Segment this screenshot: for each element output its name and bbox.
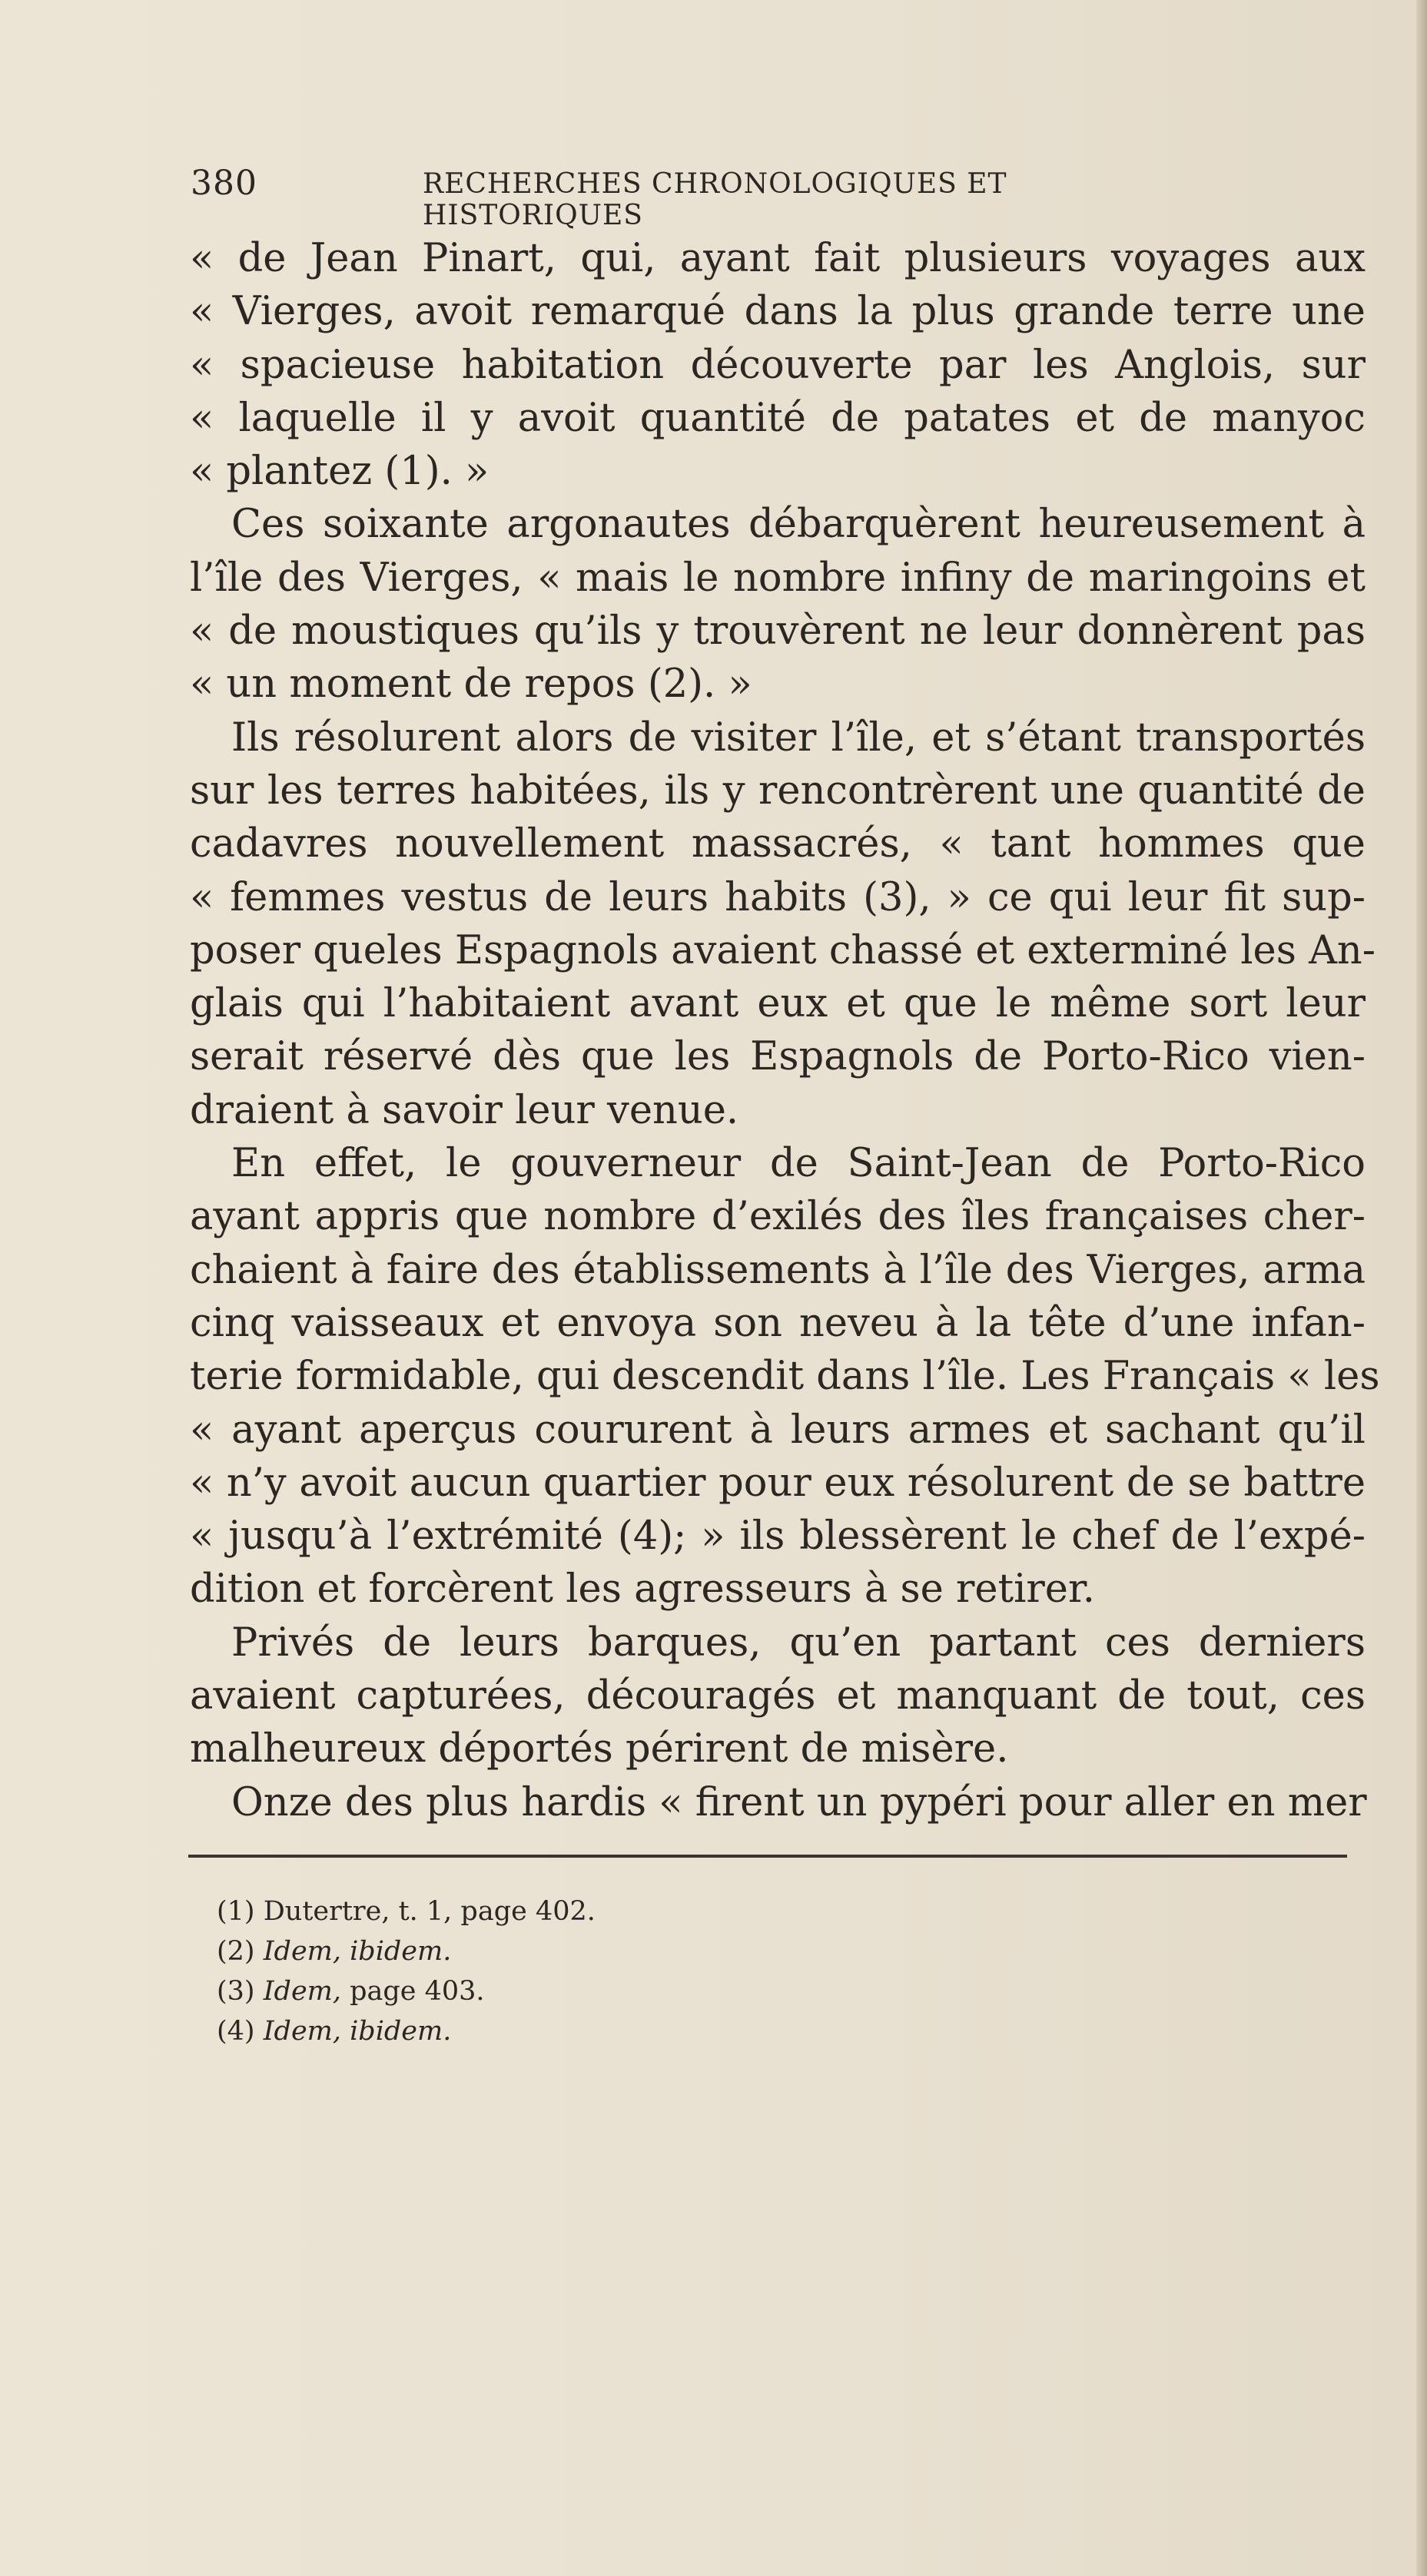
text-line: Onze des plus hardis « firent un pypéri pour aller en mer [231,1779,1367,1825]
text-line: poser queles Espagnols avaient chassé et exterminé les An- [190,927,1376,973]
text-line: « un moment de repos (2). » [190,661,752,708]
text-line: draient à savoir leur venue. [190,1087,739,1133]
text-line: avaient capturées, découragés et manquant de tout, ces [190,1673,1366,1719]
text-line: « n’y avoit aucun quartier pour eux résolurent de se battre [190,1460,1366,1506]
footnote-rule [188,1855,1347,1858]
text-line: l’île des Vierges, « mais le nombre infiny de maringoins et [190,555,1366,601]
text-line: glais qui l’habitaient avant eux et que le même sort leur [190,981,1366,1027]
footnote [217,1891,908,1931]
text-line: cadavres nouvellement massacrés, « tant hommes que [190,821,1366,867]
text-line: En effet, le gouverneur de Saint-Jean de Porto-Rico [231,1141,1366,1187]
page-number: 380 [191,164,257,203]
footnote-source: Dutertre, t. 1, page 402. [263,1896,596,1927]
page-edge [1416,0,1427,2576]
text-line: « femmes vestus de leurs habits (3), » ce qui leur fit sup- [190,874,1366,920]
text-line: Ces soixante argonautes débarquèrent heureusement à [231,502,1366,548]
text-line: cinq vaisseaux et envoya son neveu à la tête d’une infan- [190,1300,1366,1346]
footnote-number: (2) [217,1936,255,1967]
footnote [217,2011,908,2051]
text-line: ayant appris que nombre d’exilés des îles françaises cher- [190,1194,1366,1240]
text-line: serait réservé dès que les Espagnols de Porto-Rico vien- [190,1034,1366,1080]
text-line: « de moustiques qu’ils y trouvèrent ne leur donnèrent pas [190,608,1366,655]
text-line: « Vierges, avoit remarqué dans la plus grande terre une [190,289,1366,335]
text-line: Privés de leurs barques, qu’en partant ces derniers [231,1620,1366,1666]
body-text [190,232,1380,1829]
text-line: sur les terres habitées, ils y rencontrèrent une quantité de [190,767,1366,814]
text-line: terie formidable, qui descendit dans l’île. Les Français « les [190,1354,1380,1400]
footnote-reference: Idem, [263,1976,341,2007]
text-line: « de Jean Pinart, qui, ayant fait plusieurs voyages aux [190,236,1366,281]
text-line: Ils résolurent alors de visiter l’île, et s’étant transportés [231,714,1366,761]
footnote-page: page 403. [340,1976,485,2007]
footnote [217,1931,908,1971]
footnote-number: (1) [217,1896,255,1927]
footnotes [217,1891,908,2051]
running-head [191,164,1197,231]
footnote-number: (3) [217,1976,255,2007]
footnote-reference: Idem, ibidem. [263,2016,452,2047]
footnote [217,1971,908,2011]
footnote-number: (4) [217,2016,255,2047]
text-line: malheureux déportés périrent de misère. [190,1726,1009,1772]
text-line: chaient à faire des établissements à l’île des Vierges, arma [190,1247,1366,1293]
running-title: RECHERCHES CHRONOLOGIQUES ET HISTORIQUES [423,168,1007,231]
text-line: dition et forcèrent les agresseurs à se retirer. [190,1566,1095,1613]
text-line: « spacieuse habitation découverte par les Anglois, sur [190,342,1366,388]
text-line: « jusqu’à l’extrémité (4); » ils blessèrent le chef de l’expé- [190,1513,1366,1560]
footnote-reference: Idem, ibidem. [263,1936,452,1967]
text-line: « plantez (1). » [190,449,489,495]
text-line: « ayant aperçus coururent à leurs armes et sachant qu’il [190,1407,1366,1453]
text-line: « laquelle il y avoit quantité de patates et de manyoc [190,395,1366,441]
